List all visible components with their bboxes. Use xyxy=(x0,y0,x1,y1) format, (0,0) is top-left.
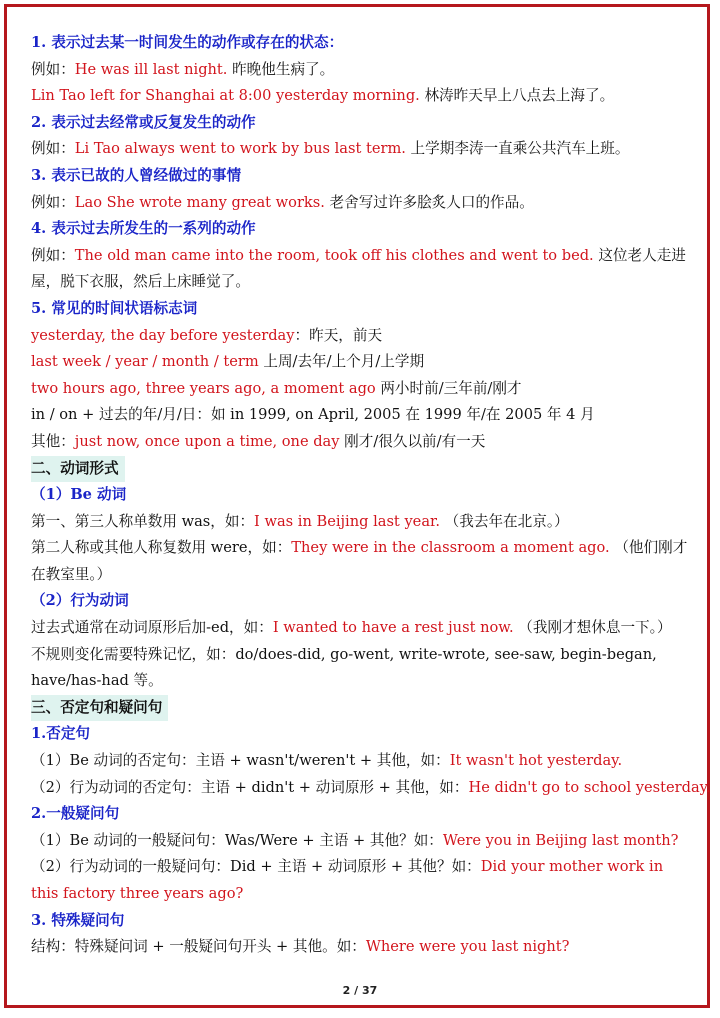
example-line: （1）Be 动词的一般疑问句：Was/Were + 主语 + 其他？如：Were you in Beijing last month? xyxy=(31,831,679,849)
section-title-questions: 三、否定句和疑问句 xyxy=(31,695,168,722)
heading-action-verb: （2）行为动词 xyxy=(31,592,129,610)
time-marker-line: last week / year / month / term 上周/去年/上个月/上学期 xyxy=(31,353,425,371)
example-line: 第一、第三人称单数用 was，如：I was in Beijing last year. （我去年在北京。） xyxy=(31,512,569,530)
heading-s2: 2. 表示过去经常或反复发生的动作 xyxy=(31,113,256,131)
time-marker-line: 其他：just now, once upon a time, one day 刚才/很久以前/有一天 xyxy=(31,432,486,450)
section-title-verb-forms: 二、动词形式 xyxy=(31,456,125,483)
example-line: （2）行为动词的一般疑问句：Did + 主语 + 动词原形 + 其他？如：Did your mother work in this factory three years ago? xyxy=(31,858,664,902)
example-line: 例如：Li Tao always went to work by bus last term. 上学期李涛一直乘公共汽车上班。 xyxy=(31,140,630,158)
heading-s1: 1. 表示过去某一时间发生的动作或存在的状态： xyxy=(31,34,344,51)
time-marker-line: in / on + 过去的年/月/日：如 in 1999, on April, 2005 在 1999 年/在 2005 年 4 月 xyxy=(31,406,595,424)
heading-general-question: 2.一般疑问句 xyxy=(31,805,120,823)
heading-s4: 4. 表示过去所发生的一系列的动作 xyxy=(31,220,256,238)
example-line: 例如：The old man came into the room, took off his clothes and went to bed. 这位老人走进屋，脱下衣服，然后上床睡觉了。 xyxy=(31,246,686,291)
page-number: 2 / 37 xyxy=(342,984,378,997)
irregular-verbs-line: 不规则变化需要特殊记忆，如：do/does-did, go-went, write-wrote, see-saw, begin-began, have/has-had 等。 xyxy=(31,645,657,690)
example-line: 例如：Lao She wrote many great works. 老舍写过许多脍炙人口的作品。 xyxy=(31,193,534,211)
example-line: （1）Be 动词的否定句：主语 + wasn't/weren't + 其他，如：It wasn't hot yesterday. xyxy=(31,752,623,770)
example-line: 过去式通常在动词原形后加-ed，如：I wanted to have a rest just now. （我刚才想休息一下。） xyxy=(31,619,672,637)
example-line: 例如：He was ill last night. 昨晚他生病了。 xyxy=(31,60,335,78)
heading-s5: 5. 常见的时间状语标志词 xyxy=(31,299,198,317)
time-marker-line: yesterday, the day before yesterday：昨天，前天 xyxy=(31,326,383,344)
example-line: Lin Tao left for Shanghai at 8:00 yesterday morning. 林涛昨天早上八点去上海了。 xyxy=(31,87,615,105)
heading-s3: 3. 表示已故的人曾经做过的事情 xyxy=(31,166,242,184)
heading-negative: 1.否定句 xyxy=(31,725,91,743)
heading-special-question: 3. 特殊疑问句 xyxy=(31,911,125,929)
example-line: 结构：特殊疑问词 + 一般疑问句开头 + 其他。如：Where were you last night? xyxy=(31,938,570,956)
document-body xyxy=(31,30,711,961)
time-marker-line: two hours ago, three years ago, a moment ago 两小时前/三年前/刚才 xyxy=(31,379,522,397)
heading-be-verb: （1）Be 动词 xyxy=(31,486,127,504)
example-line: 第二人称或其他人称复数用 were，如：They were in the classroom a moment ago. （他们刚才在教室里。） xyxy=(31,539,688,583)
example-line: （2）行为动词的否定句：主语 + didn't + 动词原形 + 其他，如：He didn't go to school yesterday. xyxy=(31,778,711,796)
